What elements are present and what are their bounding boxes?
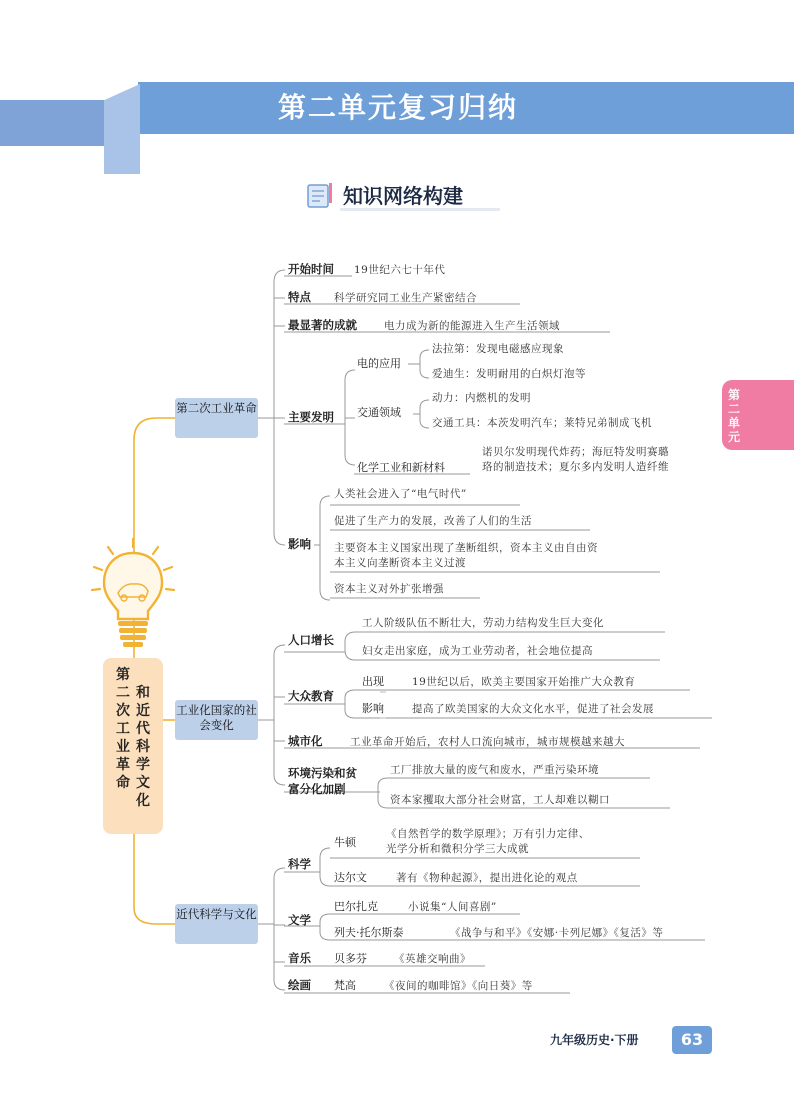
population-item-2: 妇女走出家庭，成为工业劳动者，社会地位提高 [362,645,593,657]
impact-item-3: 主要资本主义国家出现了垄断组织，资本主义由自由资 [334,542,598,554]
branch-industrial-label: 第二次工业革命 [176,401,257,415]
footer-book-title: 九年级历史·下册 [550,1033,639,1047]
transport-label: 交通领域 [357,406,401,419]
education-appear-label: 出现 [362,675,384,688]
music-value: 《英雄交响曲》 [394,953,471,965]
chemical-label: 化学工业和新材料 [357,461,445,474]
balzac-value: 小说集“人间喜剧” [408,901,497,913]
tolstoy-name: 列夫·托尔斯泰 [334,926,404,939]
feature-label: 特点 [288,290,311,304]
vangogh-name: 梵高 [334,979,356,992]
population-label: 人口增长 [288,633,334,647]
branch-science-culture [175,904,258,944]
unit-side-tab-text: 第二单元 [728,388,741,444]
root-node [103,658,163,834]
chemical-line-1: 诺贝尔发明现代炸药；海厄特发明赛璐 [482,446,669,458]
painting-value: 《夜间的咖啡馆》《向日葵》等 [384,980,533,992]
achievement-label: 最显著的成就 [288,318,357,332]
inventions-label: 主要发明 [288,410,334,424]
painting-label: 绘画 [288,978,311,992]
branch-culture-label: 近代科学与文化 [176,907,257,921]
newton-line-2: 光学分析和微积分学三大成就 [386,843,529,855]
beethoven-name: 贝多芬 [334,952,367,965]
darwin-name: 达尔文 [334,871,367,884]
education-appear-value: 19世纪以后，欧美主要国家开始推广大众教育 [412,676,636,688]
start-time-label: 开始时间 [288,262,334,276]
section-title: 知识网络构建 [343,184,463,208]
light-bulb-icon [88,535,178,655]
impact-item-5: 资本主义对外扩张增强 [334,583,444,595]
branch-industrial-revolution [175,398,258,438]
impact-label: 影响 [288,537,311,551]
root-title-col-2: 和近代科学文化 [136,685,150,809]
pollution-label-2: 富分化加剧 [288,782,346,796]
education-effect-label: 影响 [362,702,384,715]
branch-social-change [175,700,258,740]
pollution-item-1: 工厂排放大量的废气和废水，严重污染环境 [390,764,599,776]
newton-name: 牛顿 [334,836,356,849]
electric-item-2: 爱迪生：发明耐用的白炽灯泡等 [432,368,586,380]
science-label: 科学 [288,857,311,871]
transport-item-1: 动力：内燃机的发明 [432,392,531,404]
impact-item-4: 本主义向垄断资本主义过渡 [334,557,466,569]
impact-item-2: 促进了生产力的发展，改善了人们的生活 [334,515,532,527]
page-number: 63 [672,1026,712,1054]
achievement-value: 电力成为新的能源进入生产生活领域 [384,320,560,332]
start-time-value: 19世纪六七十年代 [354,264,446,276]
transport-item-2: 交通工具：本茨发明汽车；莱特兄弟制成飞机 [432,417,652,429]
feature-value: 科学研究同工业生产紧密结合 [334,292,477,304]
literature-label: 文学 [288,913,311,927]
music-label: 音乐 [288,951,311,965]
electric-label: 电的应用 [357,357,401,370]
electric-item-1: 法拉第：发现电磁感应现象 [432,343,564,355]
education-effect-value: 提高了欧美国家的大众文化水平，促进了社会发展 [412,703,654,715]
darwin-value: 著有《物种起源》，提出进化论的观点 [396,872,578,884]
urban-value: 工业革命开始后，农村人口流向城市，城市规模越来越大 [350,736,625,748]
urban-label: 城市化 [288,734,323,748]
pollution-label-1: 环境污染和贫 [288,766,357,780]
newton-line-1: 《自然哲学的数学原理》；万有引力定律、 [386,828,590,840]
chemical-line-2: 珞的制造技术；夏尔多内发明人造纤维 [482,461,669,473]
balzac-name: 巴尔扎克 [334,900,378,913]
impact-item-1: 人类社会进入了“电气时代” [334,488,467,500]
tolstoy-value: 《战争与和平》《安娜·卡列尼娜》《复活》等 [450,927,664,939]
branch-social-label: 工业化国家的社会变化 [176,703,257,732]
education-label: 大众教育 [288,689,334,703]
page-title: 第二单元复习归纳 [277,91,518,124]
pollution-item-2: 资本家攫取大部分社会财富，工人却难以糊口 [390,794,610,806]
population-item-1: 工人阶级队伍不断壮大，劳动力结构发生巨大变化 [362,617,604,629]
root-title-col-1: 第二次工业革命 [116,667,130,791]
